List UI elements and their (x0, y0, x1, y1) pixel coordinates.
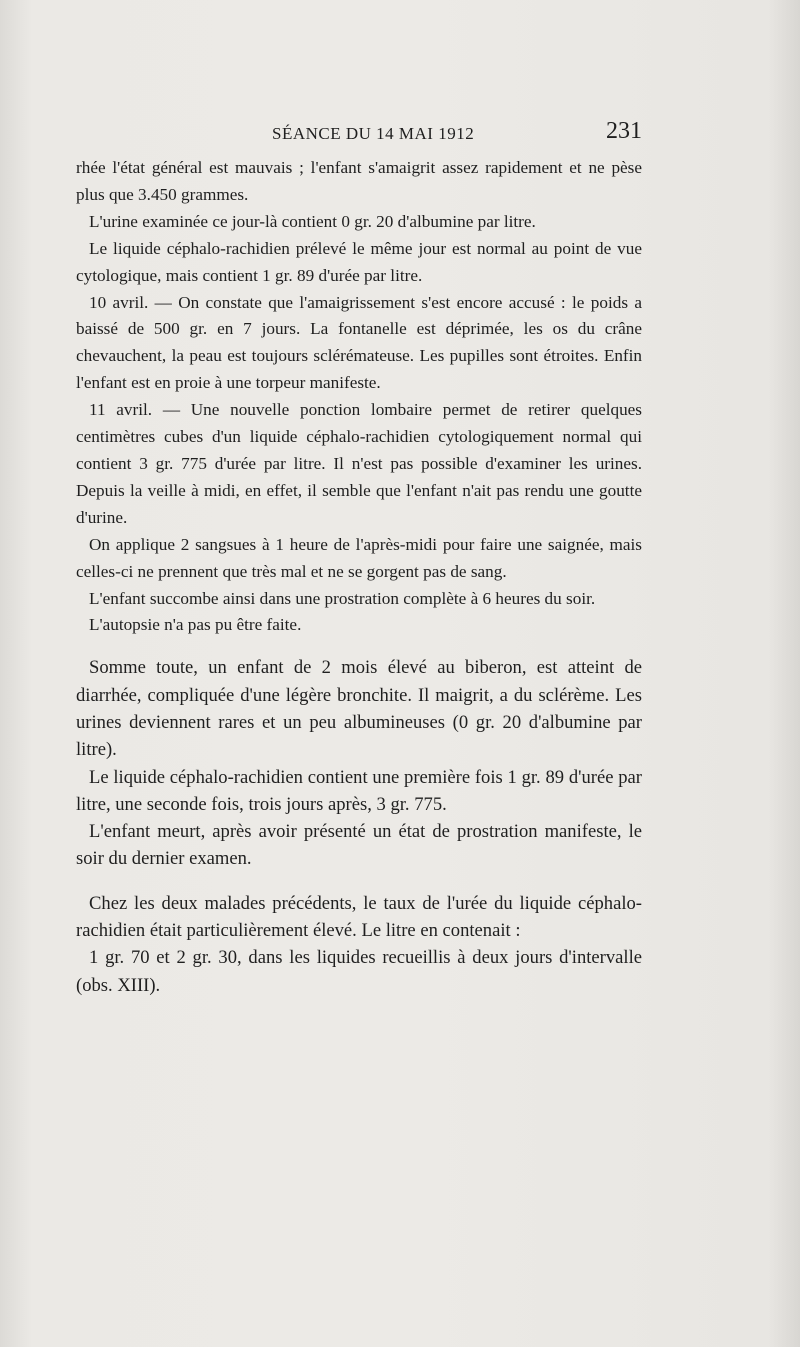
paragraph: 1 gr. 70 et 2 gr. 30, dans les liquides recueillis à deux jours d'intervalle (obs. XIII). (76, 947, 642, 996)
running-title: SÉANCE DU 14 MAI 1912 (272, 124, 475, 143)
paragraph: rhée l'état général est mauvais ; l'enfant s'amaigrit assez rapidement et ne pèse plus que 3.450 grammes. (76, 158, 642, 204)
paragraph: L'enfant meurt, après avoir présenté un état de prostration manifeste, le soir du dernier examen. (76, 821, 642, 870)
paragraph: Chez les deux malades précédents, le taux de l'urée du liquide céphalo-rachidien était particulièrement élevé. Le litre en contenait : (76, 892, 642, 941)
paragraph: 11 avril. — Une nouvelle ponction lombaire permet de retirer quelques centimètres cubes d'un liquide céphalo-rachidien cytologiquement normal qui contient 3 gr. 775 d'urée par litre. Il n'est pas possible d'examiner les urines. Depuis la veille à midi, en effet, il semble que l'enfant n'ait pas rendu une goutte d'urine. (76, 400, 642, 527)
paragraph: 10 avril. — On constate que l'amaigrissement s'est encore accusé : le poids a baissé de 500 gr. en 7 jours. La fontanelle est déprimée, les os du crâne chevauchent, la peau est toujours sclérémateuse. Les pupilles sont étroites. Enfin l'enfant est en proie à une torpeur manifeste. (76, 292, 642, 393)
paragraph: Le liquide céphalo-rachidien contient une première fois 1 gr. 89 d'urée par litre, une seconde fois, trois jours après, 3 gr. 775. (76, 766, 642, 815)
paragraph: Le liquide céphalo-rachidien prélevé le même jour est normal au point de vue cytologique, mais contient 1 gr. 89 d'urée par litre. (76, 238, 642, 285)
paragraph: Somme toute, un enfant de 2 mois élevé au biberon, est atteint de diarrhée, compliquée d'une légère bronchite. Il maigrit, a du sclérème. Les urines deviennent rares et un peu albumineuses (0 gr. 20 d'albumine par litre). (76, 657, 642, 761)
paragraph: L'autopsie n'a pas pu être faite. (89, 615, 302, 635)
page-header (76, 118, 642, 152)
discussion-section (76, 890, 642, 999)
body-text (76, 155, 642, 999)
paragraph: On applique 2 sangsues à 1 heure de l'après-midi pour faire une saignée, mais celles-ci ne prennent que très mal et ne se gorgent pas de sang. (76, 534, 642, 581)
observation-section (76, 155, 642, 639)
paragraph: L'urine examinée ce jour-là contient 0 gr. 20 d'albumine par litre. (89, 211, 536, 231)
page-number: 231 (606, 118, 642, 144)
summary-section (76, 654, 642, 872)
paragraph: L'enfant succombe ainsi dans une prostration complète à 6 heures du soir. (89, 588, 596, 608)
